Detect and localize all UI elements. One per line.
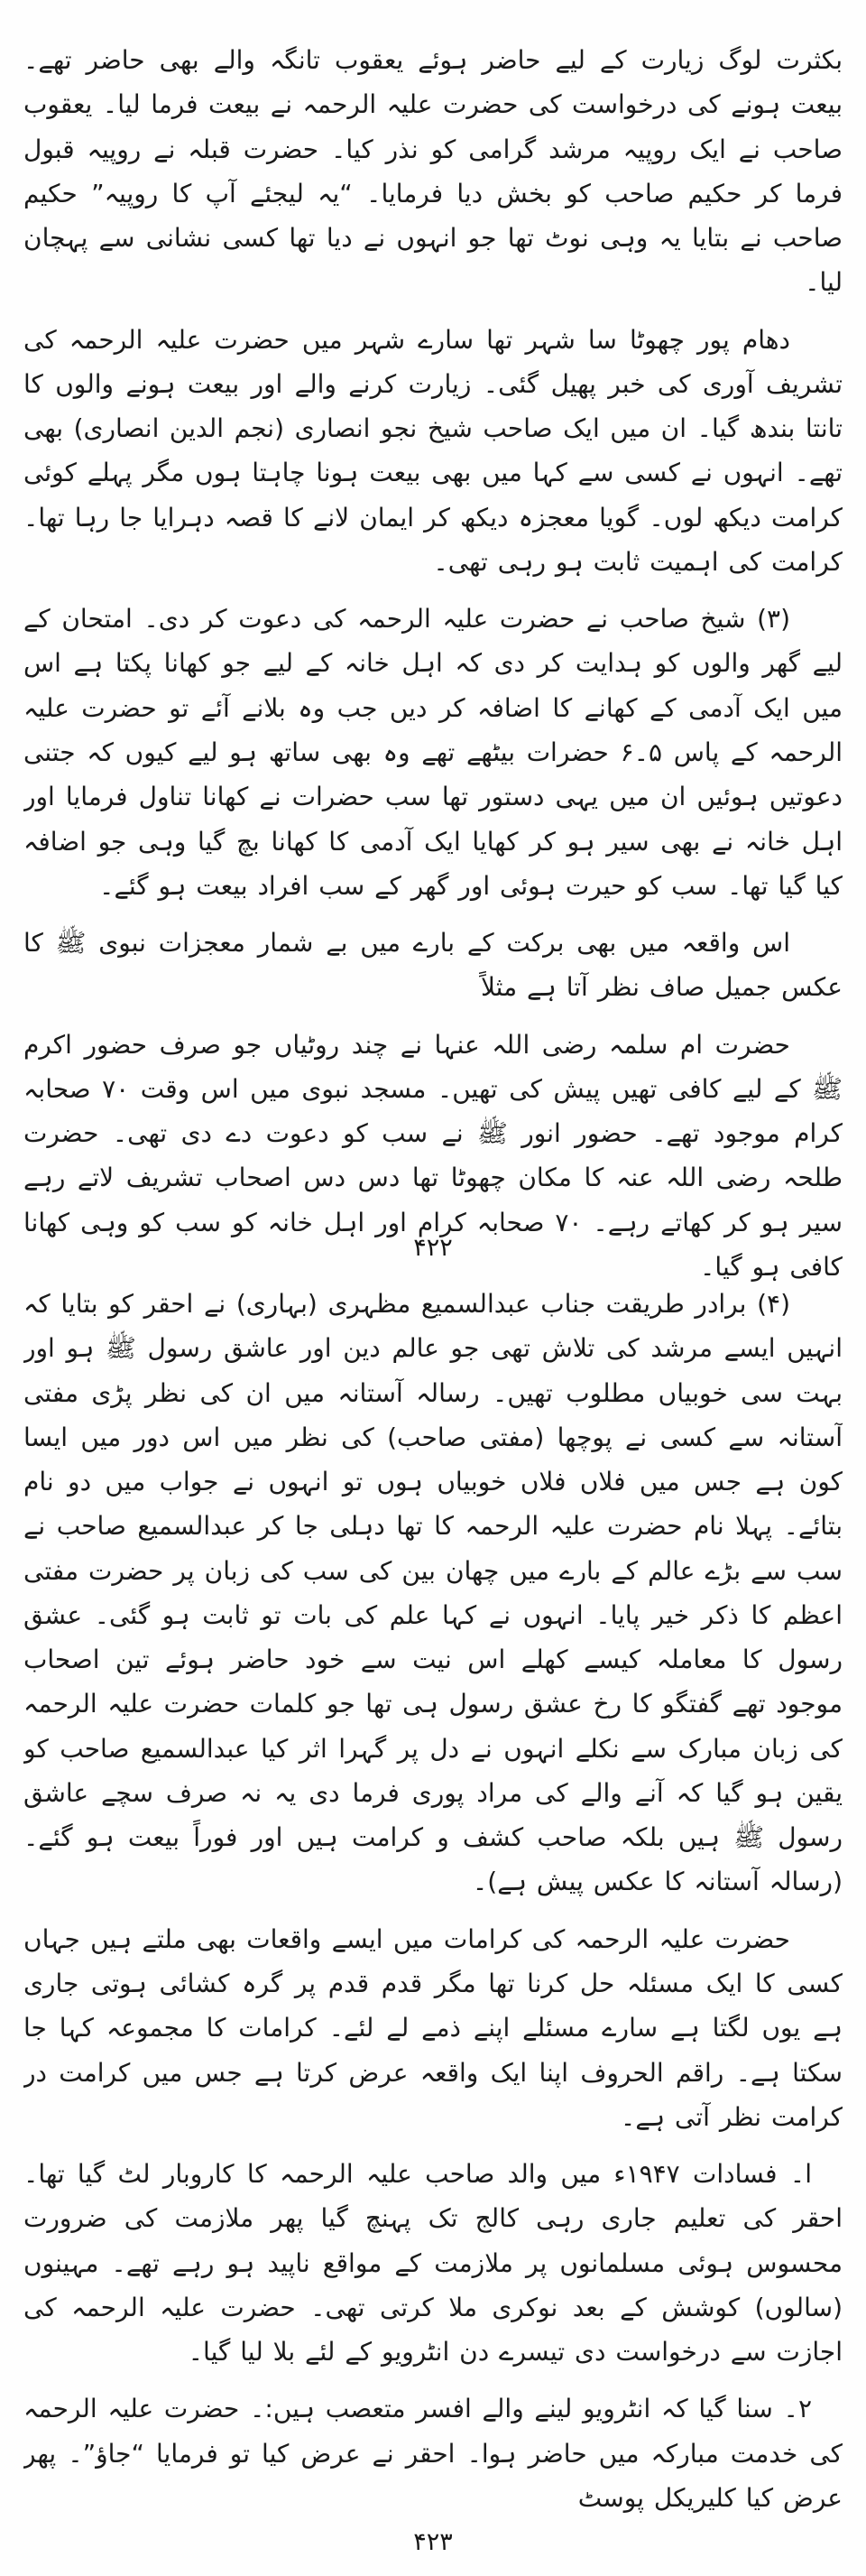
paragraph-bayat-rupee: بکثرت لوگ زیارت کے لیے حاضر ہوئے یعقوب تانگہ والے بھی حاضر تھے۔ بیعت ہونے کی درخواست کی حضرت علیہ الرحمہ نے بیعت فرما لیا۔ یعقوب صاحب نے ایک روپیہ مرشد گرامی کو نذر کیا۔ حضرت قبلہ نے روپیہ قبول فرما کر حکیم صاحب کو بخش دیا فرمایا۔ “یہ لیجئے آپ کا روپیہ” حکیم صاحب نے بتایا یہ وہی نوٹ تھا جو انہوں نے دیا تھا کسی نشانی سے پہچان لیا۔: [23, 45, 843, 298]
paragraph-umm-salama: حضرت ام سلمہ رضی اللہ عنہا نے چند روٹیاں جو صرف حضور اکرم ﷺ کے لیے کافی تھیں پیش کی تھیں۔ مسجد نبوی میں اس وقت ۷۰ صحابہ کرام موجود تھے۔ حضور انور ﷺ نے سب کو دعوت دے دی تھی۔ حضرت طلحہ رضی اللہ عنہ کا مکان چھوٹا تھا دس دس اصحاب تشریف لاتے رہے سیر ہو کر کھاتے رہے۔ ۷۰ صحابہ کرام اور اہل خانہ کو سب کو وہی کھانا کافی ہو گیا۔: [23, 1029, 843, 1282]
paragraph-1947-riots: ا۔ فسادات ۱۹۴۷ء میں والد صاحب علیہ الرحمہ کا کاروبار لٹ گیا تھا۔ احقر کی تعلیم جاری رہی کالج تک پہنچ گیا پھر ملازمت کی ضرورت محسوس ہوئی مسلمانوں پر ملازمت کے مواقع ناپید ہو رہے تھے۔ مہینوں (سالوں) کوشش کے بعد نوکری ملا کرتی تھی۔ حضرت علیہ الرحمہ کی اجازت سے درخواست دی تیسرے دن انٹرویو کے لئے بلا لیا گیا۔: [23, 2159, 843, 2368]
paragraph-barkat-note: اس واقعہ میں بھی برکت کے بارے میں بے شمار معجزات نبوی ﷺ کا عکس جمیل صاف نظر آتا ہے مثلاً: [23, 928, 843, 1003]
paragraph-dhampur: دھام پور چھوٹا سا شہر تھا سارے شہر میں حضرت علیہ الرحمہ کی تشریف آوری کی خبر پھیل گئی۔ زیارت کرنے والے اور بیعت ہونے والوں کا تانتا بندھ گیا۔ ان میں ایک صاحب شیخ نجو انصاری (نجم الدین انصاری) بھی تھے۔ انہوں نے کسی سے کہا میں بھی بیعت ہونا چاہتا ہوں مگر پہلے کوئی کرامت دیکھ لوں۔ گویا معجزہ دیکھ کر ایمان لانے کا قصہ دہرایا جا رہا تھا۔ کرامت کی اہمیت ثابت ہو رہی تھی۔: [23, 324, 843, 577]
page-number-423: ۴۲۳: [413, 2528, 453, 2556]
paragraph-anecdote-4-abdussami: (۴) برادر طریقت جناب عبدالسمیع مظہری (بہاری) نے احقر کو بتایا کہ انہیں ایسے مرشد کی تلاش تھی جو عالم دین اور عاشق رسول ﷺ ہو اور بہت سی خوبیاں مطلوب تھیں۔ رسالہ آستانہ میں ان کی نظر پڑی مفتی آستانہ سے کسی نے پوچھا (مفتی صاحب) کی نظر میں اس دور میں ایسا کون ہے جس میں فلاں فلاں خوبیاں ہوں تو انہوں نے جواب میں دو نام بتائے۔ پہلا نام حضرت علیہ الرحمہ کا تھا دہلی جا کر عبدالسمیع صاحب نے سب سے بڑے عالم کے بارے میں چھان بین کی سب کی زبان پر حضرت مفتی اعظم کا ذکر خیر پایا۔ انہوں نے کہا علم کی بات تو ثابت ہو گئی۔ عشق رسول کا معاملہ کیسے کھلے اس نیت سے خود حاضر ہوئے تین اصحاب موجود تھے گفتگو کا رخ عشق رسول ہی تھا جو کلمات حضرت علیہ الرحمہ کی زبان مبارک سے نکلے انہوں نے دل پر گہرا اثر کیا عبدالسمیع صاحب کو یقین ہو گیا کہ آنے والے کی مراد پوری فرما دی یہ نہ صرف سچے عاشق رسول ﷺ ہیں بلکہ صاحب کشف و کرامت ہیں اور فوراً بیعت ہو گئے۔ (رسالہ آستانہ کا عکس پیش ہے)۔: [23, 1289, 843, 1897]
paragraph-interview: ۲۔ سنا گیا کہ انٹرویو لینے والے افسر متعصب ہیں:۔ حضرت علیہ الرحمہ کی خدمت مبارکہ میں حاضر ہوا۔ احقر نے عرض کیا تو فرمایا “جاؤ”۔ پھر عرض کیا کلیریکل پوسٹ: [23, 2394, 843, 2513]
paragraph-dawat-anecdote-3: (۳) شیخ صاحب نے حضرت علیہ الرحمہ کی دعوت کر دی۔ امتحان کے لیے گھر والوں کو ہدایت کر دی کہ اہل خانہ کے لیے جو کھانا پکتا ہے اس میں ایک آدمی کے کھانے کا اضافہ کر دیں جب وہ بلانے آئے تو حضرت علیہ الرحمہ کے پاس ۵۔۶ حضرات بیٹھے تھے وہ بھی ساتھ ہو لیے کیوں کہ جتنی دعوتیں ہوئیں ان میں یہی دستور تھا سب حضرات نے کھانا تناول فرمایا اور اہل خانہ نے بھی سیر ہو کر کھایا ایک آدمی کا کھانا بچ گیا وہی جو اضافہ کیا گیا تھا۔ سب کو حیرت ہوئی اور گھر کے سب افراد بیعت ہو گئے۔: [23, 604, 843, 901]
book-page-423: [23, 1282, 843, 2576]
book-page-422: [23, 38, 843, 1282]
paragraph-karamat-dar-karamat: حضرت علیہ الرحمہ کی کرامات میں ایسے واقعات بھی ملتے ہیں جہاں کسی کا ایک مسئلہ حل کرنا تھا مگر قدم قدم پر گرہ کشائی ہوتی جاری ہے یوں لگتا ہے سارے مسئلے اپنے ذمے لے لئے۔ کرامات کا مجموعہ کہا جا سکتا ہے۔ راقم الحروف اپنا ایک واقعہ عرض کرتا ہے جس میں کرامت در کرامت نظر آتی ہے۔: [23, 1923, 843, 2132]
page-number-422: ۴۲۲: [413, 1234, 453, 1262]
